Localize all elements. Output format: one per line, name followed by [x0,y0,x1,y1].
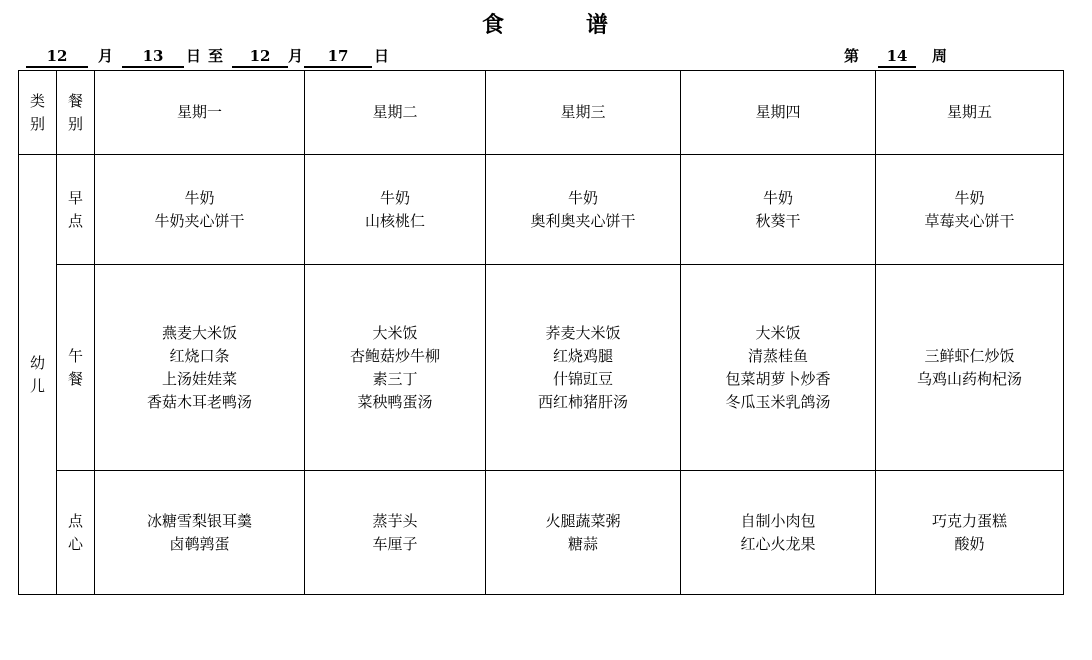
month-label: 月 [98,47,114,65]
menu-cell: 冰糖雪梨银耳羹 卤鹌鹑蛋 [95,471,305,595]
day-header-tue: 星期二 [305,71,486,155]
end-day-value: 17 [304,46,372,68]
breakfast-row [19,155,1064,265]
week-prefix: 第 [844,47,860,65]
menu-cell: 火腿蔬菜粥 糖蒜 [486,471,681,595]
menu-cell: 牛奶 奥利奥夹心饼干 [486,155,681,265]
menu-cell: 牛奶 草莓夹心饼干 [876,155,1064,265]
week-suffix: 周 [932,47,948,65]
end-day-label: 日 [374,47,390,65]
page-title [0,8,1092,39]
day-header-mon: 星期一 [95,71,305,155]
snack-row [19,471,1064,595]
menu-cell: 巧克力蛋糕 酸奶 [876,471,1064,595]
menu-cell: 牛奶 山核桃仁 [305,155,486,265]
meal-header: 餐别 [57,71,95,155]
menu-table [18,70,1064,595]
lunch-row [19,265,1064,471]
meal-label-breakfast: 早点 [57,155,95,265]
menu-cell: 蒸芋头 车厘子 [305,471,486,595]
start-day-value: 13 [122,46,184,68]
category-header: 类别 [19,71,57,155]
meal-label-lunch: 午餐 [57,265,95,471]
day-header-thu: 星期四 [681,71,876,155]
day-label: 日 [186,47,202,65]
menu-cell: 燕麦大米饭 红烧口条 上汤娃娃菜 香菇木耳老鸭汤 [95,265,305,471]
to-label: 至 [208,47,224,65]
date-range-line [26,46,1066,68]
header-row [19,71,1064,155]
day-header-fri: 星期五 [876,71,1064,155]
title-char-1: 食 [481,12,506,38]
menu-cell: 牛奶 秋葵干 [681,155,876,265]
menu-cell: 荞麦大米饭 红烧鸡腿 什锦豇豆 西红柿猪肝汤 [486,265,681,471]
menu-cell: 大米饭 清蒸桂鱼 包菜胡萝卜炒香 冬瓜玉米乳鸽汤 [681,265,876,471]
menu-cell: 自制小肉包 红心火龙果 [681,471,876,595]
menu-cell: 三鲜虾仁炒饭 乌鸡山药枸杞汤 [876,265,1064,471]
end-month-label: 月 [288,47,304,65]
week-number-value: 14 [878,46,916,68]
menu-cell: 牛奶 牛奶夹心饼干 [95,155,305,265]
start-month-value: 12 [26,46,88,68]
day-header-wed: 星期三 [486,71,681,155]
meal-label-snack: 点心 [57,471,95,595]
title-char-2: 谱 [586,12,611,38]
menu-cell: 大米饭 杏鲍菇炒牛柳 素三丁 菜秧鸭蛋汤 [305,265,486,471]
end-month-value: 12 [232,46,288,68]
category-cell: 幼儿 [19,155,57,595]
